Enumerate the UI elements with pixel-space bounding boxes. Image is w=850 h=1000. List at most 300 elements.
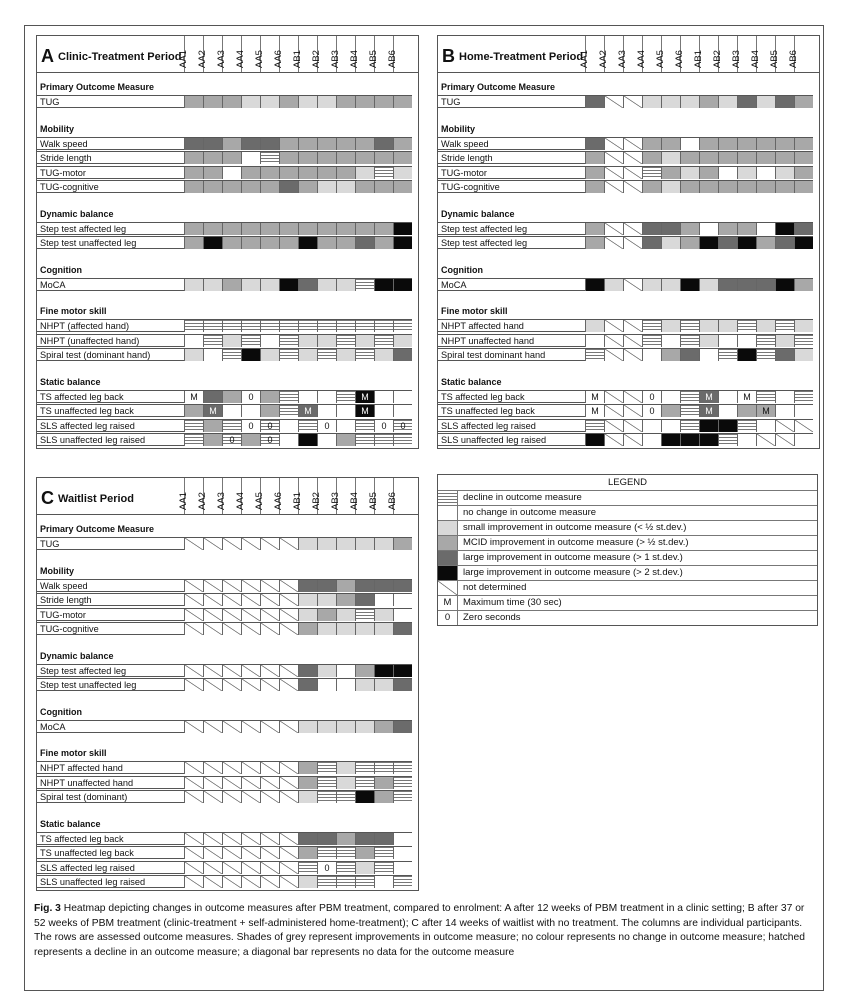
heatmap-cell bbox=[222, 594, 241, 606]
row-label: TS affected leg back bbox=[40, 833, 124, 844]
heatmap-cell bbox=[298, 538, 317, 550]
heatmap-cell bbox=[756, 320, 775, 332]
column-label: AA1 bbox=[178, 50, 189, 68]
heatmap-cell bbox=[203, 223, 222, 235]
heatmap-cell bbox=[775, 420, 794, 432]
heatmap-cell bbox=[756, 167, 775, 179]
heatmap-cell bbox=[642, 434, 661, 446]
outcome-row bbox=[37, 151, 412, 164]
column-label: AB6 bbox=[387, 50, 398, 68]
heatmap-cell bbox=[203, 762, 222, 774]
heatmap-cell bbox=[374, 833, 393, 845]
row-label: TS affected leg back bbox=[40, 391, 124, 402]
heatmap-cell bbox=[222, 679, 241, 691]
row-label: Walk speed bbox=[441, 138, 489, 149]
heatmap-cell bbox=[585, 434, 604, 446]
heatmap-cell bbox=[298, 152, 317, 164]
heatmap-cell bbox=[699, 420, 718, 432]
outcome-row bbox=[438, 180, 813, 193]
heatmap-cell bbox=[756, 223, 775, 235]
section-heading: Primary Outcome Measure bbox=[40, 82, 155, 92]
outcome-row bbox=[37, 222, 412, 235]
heatmap-cell bbox=[680, 405, 699, 417]
heatmap-cell: 0 bbox=[260, 434, 279, 446]
heatmap-cell bbox=[374, 181, 393, 193]
section-heading: Cognition bbox=[40, 706, 82, 717]
outcome-row bbox=[438, 137, 813, 150]
heatmap-cell bbox=[222, 181, 241, 193]
heatmap-cell bbox=[241, 665, 260, 677]
heatmap-cell bbox=[241, 320, 260, 332]
column-label: AA1 bbox=[178, 492, 189, 510]
heatmap-cell bbox=[317, 405, 336, 417]
heatmap-cell bbox=[260, 833, 279, 845]
heatmap-cell bbox=[680, 167, 699, 179]
heatmap-cell bbox=[336, 181, 355, 193]
row-label: Step test unaffected leg bbox=[40, 238, 137, 248]
heatmap-cell bbox=[317, 777, 336, 789]
heatmap-cell bbox=[260, 791, 279, 803]
heatmap-cell bbox=[393, 679, 412, 691]
heatmap-cell bbox=[718, 335, 737, 347]
heatmap-cell bbox=[184, 223, 203, 235]
heatmap-cell bbox=[374, 580, 393, 592]
heatmap-cell bbox=[680, 420, 699, 432]
heatmap-cell bbox=[222, 279, 241, 291]
heatmap-cell bbox=[604, 237, 623, 249]
heatmap-cell bbox=[260, 876, 279, 888]
column-label: AA4 bbox=[636, 50, 647, 68]
heatmap-cell bbox=[260, 138, 279, 150]
heatmap-cell bbox=[203, 391, 222, 403]
heatmap-cell bbox=[203, 580, 222, 592]
heatmap-cell bbox=[317, 538, 336, 550]
heatmap-cell bbox=[585, 335, 604, 347]
heatmap-cell bbox=[374, 862, 393, 874]
heatmap-cell bbox=[203, 434, 222, 446]
column-label: AB3 bbox=[330, 492, 341, 510]
column-label: AA3 bbox=[216, 492, 227, 510]
outcome-row bbox=[37, 776, 412, 789]
heatmap-cell bbox=[393, 777, 412, 789]
heatmap-cell bbox=[336, 138, 355, 150]
heatmap-cell bbox=[661, 181, 680, 193]
outcome-row bbox=[438, 348, 813, 361]
column-label: AA6 bbox=[273, 50, 284, 68]
heatmap-cell bbox=[184, 833, 203, 845]
heatmap-cell bbox=[794, 152, 813, 164]
heatmap-cell bbox=[355, 721, 374, 733]
heatmap-cell bbox=[260, 237, 279, 249]
heatmap-cell bbox=[203, 335, 222, 347]
heatmap-cell bbox=[260, 96, 279, 108]
heatmap-cell bbox=[585, 138, 604, 150]
column-label: AB5 bbox=[769, 50, 780, 68]
heatmap-cell: 0 bbox=[642, 405, 661, 417]
heatmap-cell bbox=[794, 405, 813, 417]
heatmap-cell bbox=[642, 279, 661, 291]
heatmap-cell bbox=[279, 538, 298, 550]
heatmap-cell bbox=[279, 862, 298, 874]
heatmap-cell bbox=[794, 237, 813, 249]
legend-swatch bbox=[438, 521, 458, 535]
heatmap-cell bbox=[336, 679, 355, 691]
heatmap-cell bbox=[260, 349, 279, 361]
row-label: SLS affected leg raised bbox=[441, 420, 536, 431]
heatmap-cell bbox=[756, 138, 775, 150]
heatmap-cell bbox=[623, 279, 642, 291]
heatmap-cell bbox=[222, 665, 241, 677]
heatmap-cell bbox=[623, 223, 642, 235]
heatmap-cell bbox=[298, 594, 317, 606]
heatmap-cell bbox=[260, 609, 279, 621]
heatmap-cell: M bbox=[585, 405, 604, 417]
legend-item bbox=[438, 550, 817, 565]
heatmap-cell bbox=[642, 223, 661, 235]
column-label: AA5 bbox=[254, 50, 265, 68]
heatmap-cell bbox=[699, 181, 718, 193]
heatmap-cell bbox=[355, 420, 374, 432]
heatmap-cell bbox=[222, 762, 241, 774]
outcome-row bbox=[37, 404, 412, 417]
row-label: Step test affected leg bbox=[40, 223, 127, 234]
heatmap-cell bbox=[298, 665, 317, 677]
heatmap-cell bbox=[718, 420, 737, 432]
heatmap-cell bbox=[623, 237, 642, 249]
heatmap-cell: M bbox=[203, 405, 222, 417]
heatmap-cell bbox=[737, 320, 756, 332]
heatmap-cell bbox=[336, 833, 355, 845]
legend-title: LEGEND bbox=[607, 477, 648, 488]
column-label: AB4 bbox=[349, 492, 360, 510]
heatmap-cell bbox=[623, 405, 642, 417]
heatmap-cell bbox=[642, 349, 661, 361]
heatmap-cell bbox=[393, 623, 412, 635]
heatmap-cell bbox=[241, 679, 260, 691]
heatmap-cell bbox=[336, 762, 355, 774]
row-label: TS affected leg back bbox=[441, 391, 525, 402]
outcome-row bbox=[37, 390, 412, 403]
heatmap-cell bbox=[393, 791, 412, 803]
heatmap-cell bbox=[355, 762, 374, 774]
heatmap-cell bbox=[374, 335, 393, 347]
outcome-row bbox=[37, 319, 412, 332]
heatmap-cell bbox=[661, 420, 680, 432]
heatmap-cell bbox=[260, 847, 279, 859]
row-label: TUG bbox=[40, 539, 60, 549]
heatmap-cell bbox=[393, 181, 412, 193]
heatmap-cell bbox=[585, 237, 604, 249]
heatmap-cell bbox=[374, 237, 393, 249]
legend-text: large improvement in outcome measure (> 1 st.dev.) bbox=[463, 552, 683, 563]
heatmap-cell bbox=[260, 721, 279, 733]
heatmap-cell bbox=[642, 152, 661, 164]
heatmap-cell bbox=[355, 223, 374, 235]
heatmap-cell bbox=[355, 237, 374, 249]
heatmap-cell bbox=[355, 623, 374, 635]
heatmap-cell bbox=[393, 96, 412, 108]
heatmap-cell bbox=[317, 721, 336, 733]
heatmap-cell bbox=[794, 138, 813, 150]
legend-text: Zero seconds bbox=[463, 612, 521, 623]
heatmap-cell bbox=[737, 237, 756, 249]
heatmap-cell bbox=[336, 665, 355, 677]
heatmap-cell bbox=[393, 762, 412, 774]
outcome-row bbox=[438, 319, 813, 332]
heatmap-cell bbox=[222, 791, 241, 803]
heatmap-cell bbox=[604, 320, 623, 332]
heatmap-cell bbox=[374, 391, 393, 403]
row-label: NHPT (affected hand) bbox=[40, 321, 130, 331]
heatmap-cell bbox=[298, 237, 317, 249]
heatmap-cell bbox=[317, 876, 336, 888]
row-label: Spiral test dominant hand bbox=[441, 350, 546, 360]
heatmap-cell bbox=[775, 434, 794, 446]
heatmap-cell bbox=[680, 237, 699, 249]
column-label: AB5 bbox=[368, 492, 379, 510]
heatmap-cell bbox=[279, 279, 298, 291]
outcome-row bbox=[438, 222, 813, 235]
heatmap-cell bbox=[279, 152, 298, 164]
heatmap-cell bbox=[718, 237, 737, 249]
heatmap-cell bbox=[203, 777, 222, 789]
legend-text: decline in outcome measure bbox=[463, 492, 582, 503]
legend-swatch bbox=[438, 566, 458, 580]
heatmap-cell bbox=[317, 791, 336, 803]
heatmap-cell bbox=[661, 279, 680, 291]
heatmap-cell bbox=[298, 876, 317, 888]
heatmap-cell bbox=[604, 167, 623, 179]
heatmap-cell: M bbox=[585, 391, 604, 403]
heatmap-cell bbox=[737, 420, 756, 432]
heatmap-cell bbox=[260, 679, 279, 691]
heatmap-cell bbox=[355, 679, 374, 691]
outcome-row bbox=[438, 151, 813, 164]
outcome-row bbox=[37, 622, 412, 635]
heatmap-cell bbox=[794, 320, 813, 332]
heatmap-cell bbox=[222, 138, 241, 150]
heatmap-cell bbox=[585, 223, 604, 235]
heatmap-cell bbox=[355, 320, 374, 332]
outcome-row bbox=[37, 419, 412, 432]
row-label: TS unaffected leg back bbox=[40, 848, 134, 858]
heatmap-cell bbox=[184, 679, 203, 691]
heatmap-cell bbox=[661, 96, 680, 108]
heatmap-cell bbox=[718, 279, 737, 291]
heatmap-cell bbox=[222, 349, 241, 361]
heatmap-cell bbox=[298, 96, 317, 108]
heatmap-cell bbox=[222, 152, 241, 164]
heatmap-cell bbox=[279, 434, 298, 446]
column-label: AA2 bbox=[197, 492, 208, 510]
panel-title bbox=[41, 46, 181, 67]
heatmap-cell bbox=[241, 538, 260, 550]
outcome-row bbox=[37, 166, 412, 179]
row-label: TUG-cognitive bbox=[40, 624, 99, 634]
outcome-row bbox=[438, 390, 813, 403]
heatmap-cell bbox=[184, 609, 203, 621]
heatmap-cell bbox=[718, 349, 737, 361]
heatmap-cell bbox=[699, 349, 718, 361]
heatmap-cell bbox=[298, 223, 317, 235]
column-label: AB3 bbox=[731, 50, 742, 68]
section-heading: Fine motor skill bbox=[40, 748, 107, 758]
heatmap-cell bbox=[680, 96, 699, 108]
heatmap-cell bbox=[222, 847, 241, 859]
section-heading: Static balance bbox=[40, 376, 101, 387]
heatmap-cell bbox=[775, 181, 794, 193]
heatmap-cell bbox=[336, 152, 355, 164]
heatmap-cell bbox=[279, 420, 298, 432]
column-label: AA1 bbox=[579, 50, 590, 68]
heatmap-cell bbox=[680, 279, 699, 291]
heatmap-cell bbox=[374, 876, 393, 888]
heatmap-cell bbox=[393, 320, 412, 332]
heatmap-cell bbox=[298, 833, 317, 845]
heatmap-cell bbox=[336, 349, 355, 361]
row-label: TUG-motor bbox=[40, 609, 86, 620]
heatmap-cell bbox=[642, 335, 661, 347]
heatmap-cell bbox=[317, 391, 336, 403]
heatmap-cell bbox=[585, 96, 604, 108]
column-label: AA4 bbox=[235, 492, 246, 510]
heatmap-cell bbox=[794, 223, 813, 235]
legend-swatch bbox=[438, 536, 458, 550]
heatmap-cell bbox=[241, 762, 260, 774]
heatmap-cell bbox=[279, 833, 298, 845]
heatmap-cell bbox=[355, 876, 374, 888]
heatmap-cell bbox=[794, 434, 813, 446]
heatmap-cell: 0 bbox=[241, 391, 260, 403]
heatmap-cell bbox=[336, 420, 355, 432]
heatmap-cell bbox=[355, 594, 374, 606]
heatmap-cell bbox=[623, 167, 642, 179]
column-label: AB1 bbox=[693, 50, 704, 68]
panel-letter: A bbox=[41, 46, 54, 66]
heatmap-cell bbox=[298, 335, 317, 347]
heatmap-cell bbox=[203, 279, 222, 291]
heatmap-cell bbox=[260, 391, 279, 403]
heatmap-cell bbox=[737, 138, 756, 150]
heatmap-cell bbox=[298, 181, 317, 193]
heatmap-cell bbox=[374, 594, 393, 606]
heatmap-cell bbox=[241, 847, 260, 859]
heatmap-cell bbox=[317, 138, 336, 150]
heatmap-cell bbox=[184, 167, 203, 179]
heatmap-cell bbox=[794, 349, 813, 361]
heatmap-cell bbox=[203, 791, 222, 803]
heatmap-cell bbox=[298, 679, 317, 691]
heatmap-cell bbox=[393, 876, 412, 888]
outcome-row bbox=[438, 166, 813, 179]
row-label: NHPT (unaffected hand) bbox=[40, 335, 140, 346]
legend-text: MCID improvement in outcome measure (> ½ st.dev.) bbox=[463, 537, 689, 548]
heatmap-cell bbox=[279, 237, 298, 249]
heatmap-cell bbox=[298, 420, 317, 432]
heatmap-cell bbox=[279, 167, 298, 179]
heatmap-cell bbox=[317, 237, 336, 249]
heatmap-cell bbox=[775, 138, 794, 150]
outcome-row bbox=[37, 537, 412, 550]
heatmap-cell bbox=[203, 167, 222, 179]
heatmap-cell bbox=[317, 594, 336, 606]
heatmap-cell bbox=[317, 152, 336, 164]
heatmap-cell bbox=[661, 434, 680, 446]
column-header bbox=[387, 478, 412, 514]
legend-item bbox=[438, 580, 817, 595]
heatmap-cell bbox=[260, 320, 279, 332]
heatmap-cell bbox=[756, 181, 775, 193]
heatmap-cell bbox=[661, 237, 680, 249]
row-label: TUG-cognitive bbox=[441, 182, 500, 192]
heatmap-cell bbox=[260, 762, 279, 774]
heatmap-cell bbox=[737, 279, 756, 291]
heatmap-cell: 0 bbox=[393, 420, 412, 432]
outcome-row bbox=[37, 861, 412, 874]
panel-c-waitlist bbox=[36, 477, 419, 891]
heatmap-cell bbox=[355, 138, 374, 150]
heatmap-cell bbox=[184, 862, 203, 874]
heatmap-cell bbox=[336, 167, 355, 179]
heatmap-cell bbox=[374, 96, 393, 108]
legend-text: not determined bbox=[463, 582, 527, 593]
heatmap-cell bbox=[317, 609, 336, 621]
heatmap-cell bbox=[279, 762, 298, 774]
heatmap-cell bbox=[298, 777, 317, 789]
heatmap-cell bbox=[241, 167, 260, 179]
heatmap-cell bbox=[775, 237, 794, 249]
heatmap-cell bbox=[279, 876, 298, 888]
heatmap-cell bbox=[775, 349, 794, 361]
legend-item bbox=[438, 520, 817, 535]
heatmap-cell bbox=[374, 167, 393, 179]
heatmap-cell bbox=[260, 335, 279, 347]
heatmap-cell bbox=[336, 721, 355, 733]
heatmap-cell bbox=[241, 434, 260, 446]
heatmap-cell bbox=[203, 721, 222, 733]
column-label: AA3 bbox=[216, 50, 227, 68]
heatmap-cell bbox=[393, 609, 412, 621]
heatmap-cell bbox=[336, 237, 355, 249]
heatmap-cell bbox=[184, 405, 203, 417]
heatmap-cell: 0 bbox=[317, 420, 336, 432]
legend-text: no change in outcome measure bbox=[463, 507, 597, 518]
heatmap-cell bbox=[355, 167, 374, 179]
heatmap-cell bbox=[775, 152, 794, 164]
heatmap-cell bbox=[184, 420, 203, 432]
heatmap-cell bbox=[393, 847, 412, 859]
heatmap-cell bbox=[317, 833, 336, 845]
heatmap-cell bbox=[699, 96, 718, 108]
row-label: MoCA bbox=[441, 279, 467, 290]
heatmap-cell bbox=[279, 609, 298, 621]
row-label: Step test affected leg bbox=[441, 223, 528, 234]
legend-item bbox=[438, 490, 817, 505]
heatmap-cell bbox=[642, 237, 661, 249]
heatmap-cell bbox=[317, 96, 336, 108]
heatmap-cell bbox=[203, 237, 222, 249]
heatmap-cell bbox=[184, 623, 203, 635]
heatmap-cell bbox=[336, 223, 355, 235]
heatmap-cell bbox=[699, 152, 718, 164]
heatmap-cell: 0 bbox=[241, 420, 260, 432]
heatmap-cell bbox=[260, 167, 279, 179]
heatmap-cell bbox=[184, 538, 203, 550]
heatmap-cell bbox=[718, 405, 737, 417]
heatmap-cell bbox=[623, 181, 642, 193]
row-label: MoCA bbox=[40, 279, 66, 290]
heatmap-cell bbox=[279, 777, 298, 789]
